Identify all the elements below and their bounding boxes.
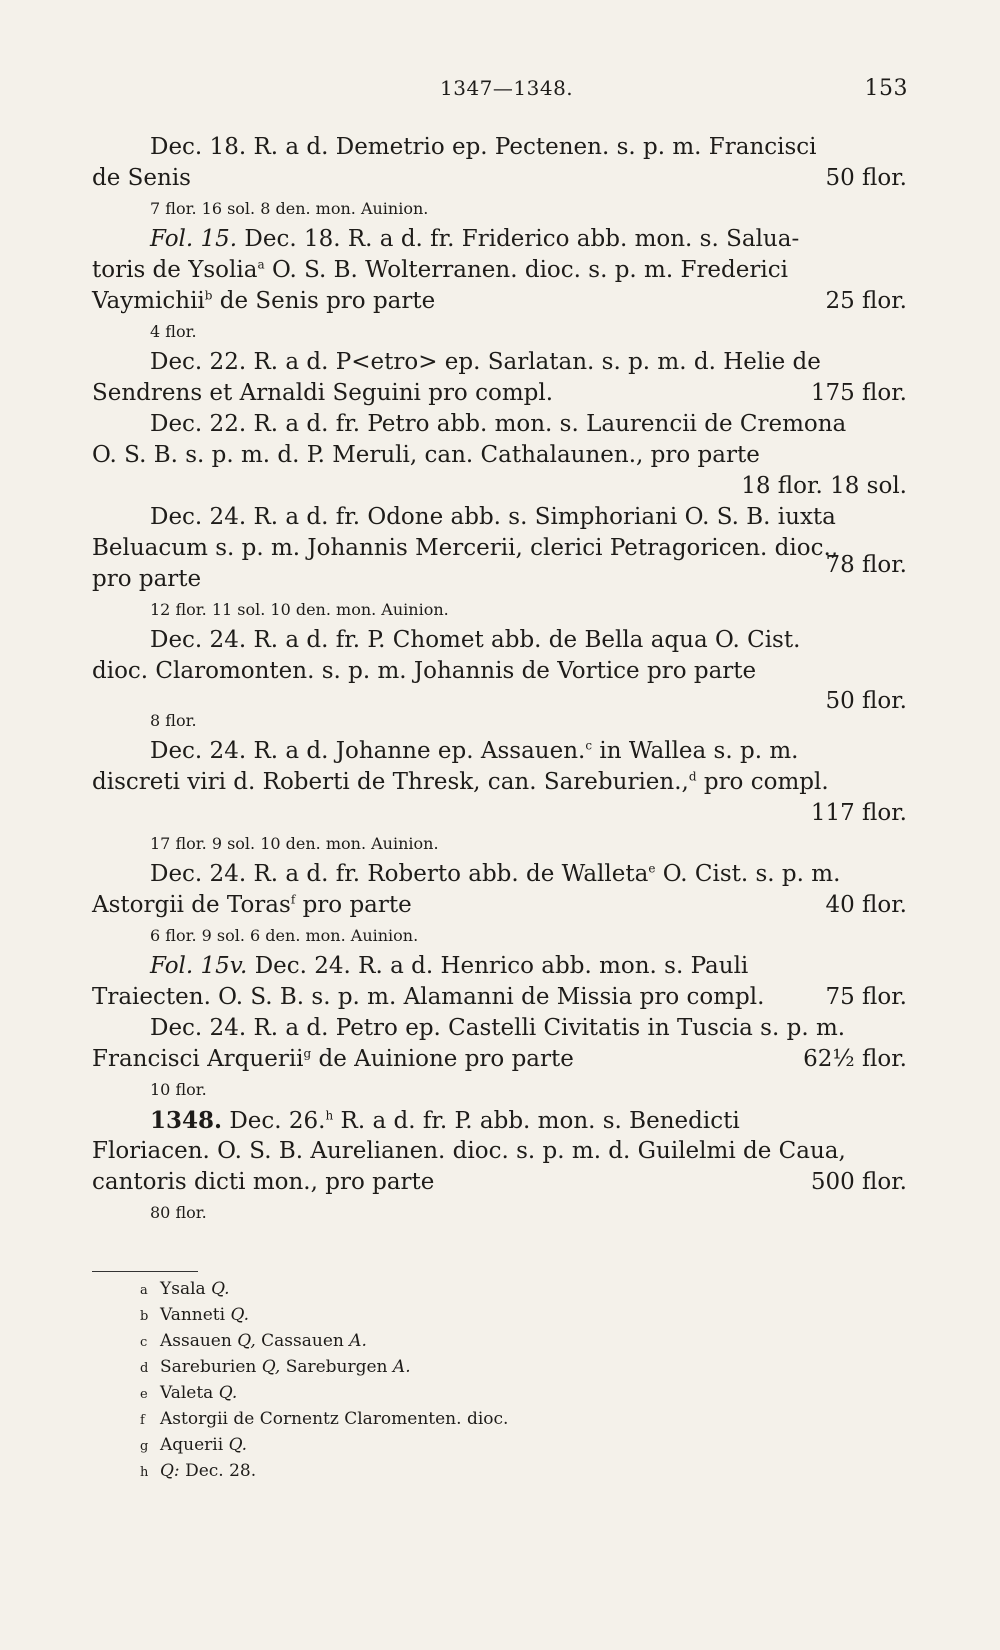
entry-line: Dec. 22. R. a d. fr. Petro abb. mon. s. Laurencii de Cremona [150,411,847,437]
footnote-mark: h [325,1108,334,1123]
footnote-mark: e [648,861,656,876]
entry-text: Vaymichii [92,288,205,314]
footnote-text: Assauen [160,1331,232,1351]
entry-amount: 18 flor. 18 sol. [741,473,907,499]
entry-line: Dec. 24. R. a d. Petro ep. Castelli Civitatis in Tuscia s. p. m. [150,1015,846,1041]
page-number: 153 [864,76,908,101]
footnote-source: Q. [211,1279,230,1299]
footnote-text: Aquerii [160,1435,224,1455]
footnote-mark: f [290,892,296,907]
entry-amount: 175 flor. [810,380,907,406]
entry-line: Dec. 24. R. a d. fr. P. Chomet abb. de Bella aqua O. Cist. [150,627,801,653]
entry-line [92,255,907,286]
entry-text: Francisci Arquerii [92,1046,304,1072]
footnote-mark: g [303,1046,312,1061]
entry-line [92,859,907,890]
entry-text: Dec. 24. R. a d. Johanne ep. Assauen. [150,738,586,764]
footnote-mark: h [140,1465,149,1480]
footnote [140,1276,508,1302]
entry-text: Dec. 26. [229,1108,326,1134]
footnote-mark: d [688,769,697,784]
entry-line [92,286,907,317]
footnote [140,1302,508,1328]
entry-amount: 50 flor. [825,688,907,714]
entry-amount: 40 flor. [825,892,907,918]
entry-text: pro parte [92,566,202,592]
footnote-mark: g [140,1439,149,1454]
footnote-text: Sareburgen [285,1357,388,1377]
entry-note: 12 flor. 11 sol. 10 den. mon. Auinion. [150,600,449,619]
entry-line: O. S. B. s. p. m. d. P. Meruli, can. Cathalaunen., pro parte [92,442,760,468]
entry-line [92,1167,907,1198]
footnote-mark: c [140,1335,148,1350]
footnote-source: Q. [228,1435,248,1455]
folio-marker: Fol. 15. [150,226,238,252]
footnote [140,1406,508,1432]
entry-amount: 75 flor. [825,984,907,1010]
footnote-source: A. [349,1331,367,1351]
entry-text: in Wallea s. p. m. [599,738,799,764]
entry-line [92,951,907,982]
entry-text: Traiecten. O. S. B. s. p. m. Alamanni de Missia pro compl. [92,984,765,1010]
footnotes [140,1276,508,1484]
entry-line [92,1105,907,1136]
entry-line [92,163,907,194]
entry-text: pro compl. [703,769,829,795]
entry-text: R. a d. fr. P. abb. mon. s. Benedicti [340,1108,740,1134]
entry-line [92,687,907,716]
footnote-mark: d [140,1361,149,1376]
footnote [140,1380,508,1406]
entry-line [92,767,907,798]
footnote-mark: c [585,738,593,753]
entry-amount: 50 flor. [825,165,907,191]
footnote-mark: a [140,1283,148,1298]
folio-marker: Fol. 15v. [150,953,248,979]
footnote-mark: e [140,1387,148,1402]
footnote-text: Dec. 28. [185,1461,257,1481]
entry-note: 4 flor. [150,322,197,341]
footnote-text: Sareburien [160,1357,257,1377]
entry-line [92,471,907,502]
entry-line [92,890,907,921]
entry-text: pro parte [302,892,412,918]
entry-line [92,552,907,595]
footnote-source: A. [392,1357,411,1377]
footnote-mark: b [140,1309,149,1324]
entry-text: O. Cist. s. p. m. [662,861,841,887]
entry-text: Astorgii de Toras [92,892,291,918]
entry-amount: 500 flor. [810,1169,907,1195]
running-header-years: 1347—1348. [440,76,574,100]
footnote-text: Valeta [160,1383,214,1403]
register-entries [92,132,907,1228]
entry-line [92,224,907,255]
entry-text: de Senis pro parte [219,288,436,314]
footnote-text: Ysala [160,1279,206,1299]
entry-note: 7 flor. 16 sol. 8 den. mon. Auinion. [150,199,429,218]
footnote-text: Astorgii de Cornentz Claromenten. dioc. [160,1409,509,1429]
footnote-text: Vanneti [160,1305,226,1325]
entry-line [92,736,907,767]
entry-note: 80 flor. [150,1203,207,1222]
entry-line: Dec. 22. R. a d. P<etro> ep. Sarlatan. s. p. m. d. Helie de [150,349,821,375]
footnote-mark: f [140,1413,145,1428]
entry-line: Beluacum s. p. m. Johannis Mercerii, clerici Petragoricen. dioc., [92,535,839,561]
entry-text: O. S. B. Wolterranen. dioc. s. p. m. Frederici [271,257,788,283]
entry-text: de Auinione pro parte [318,1046,574,1072]
footnote-text: Cassauen [261,1331,344,1351]
entry-text: cantoris dicti mon., pro parte [92,1169,435,1195]
footnote-divider [92,1271,198,1272]
footnote [140,1458,508,1484]
entry-text: Dec. 24. R. a d. fr. Roberto abb. de Walleta [150,861,649,887]
entry-line [92,378,907,409]
footnote-source: Q. [230,1305,249,1325]
entry-line: Floriacen. O. S. B. Aurelianen. dioc. s. p. m. d. Guilelmi de Caua, [92,1138,846,1164]
entry-amount: 78 flor. [825,552,907,578]
entry-text: discreti viri d. Roberti de Thresk, can. Sareburien., [92,769,689,795]
year-marker: 1348. [150,1107,223,1134]
entry-line [92,1044,907,1075]
entry-amount: 62½ flor. [803,1046,907,1072]
entry-line [92,982,907,1013]
entry-line: Dec. 18. R. a d. Demetrio ep. Pectenen. s. p. m. Francisci [150,134,817,160]
entry-line [92,798,907,829]
footnote-mark: a [257,257,265,272]
entry-text: Sendrens et Arnaldi Seguini pro compl. [92,380,554,406]
footnote-mark: b [204,288,213,303]
footnote-source: Q, [261,1357,281,1377]
entry-note: 17 flor. 9 sol. 10 den. mon. Auinion. [150,834,439,853]
entry-amount: 25 flor. [825,288,907,314]
footnote [140,1432,508,1458]
footnote-source: Q: [160,1461,180,1481]
entry-text: de Senis [92,165,191,191]
footnote [140,1328,508,1354]
entry-amount: 117 flor. [810,800,907,826]
entry-line: dioc. Claromonten. s. p. m. Johannis de Vortice pro parte [92,658,757,684]
entry-note: 6 flor. 9 sol. 6 den. mon. Auinion. [150,926,419,945]
entry-note: 10 flor. [150,1080,207,1099]
entry-note: 8 flor. [150,711,197,730]
entry-line: Dec. 24. R. a d. fr. Odone abb. s. Simphoriani O. S. B. iuxta [150,504,836,530]
entry-text: Dec. 18. R. a d. fr. Friderico abb. mon. s. Salua- [244,226,800,252]
footnote-source: Q. [218,1383,238,1403]
entry-text: toris de Ysolia [92,257,258,283]
footnote-source: Q, [237,1331,256,1351]
entry-text: Dec. 24. R. a d. Henrico abb. mon. s. Pauli [254,953,749,979]
footnote [140,1354,508,1380]
